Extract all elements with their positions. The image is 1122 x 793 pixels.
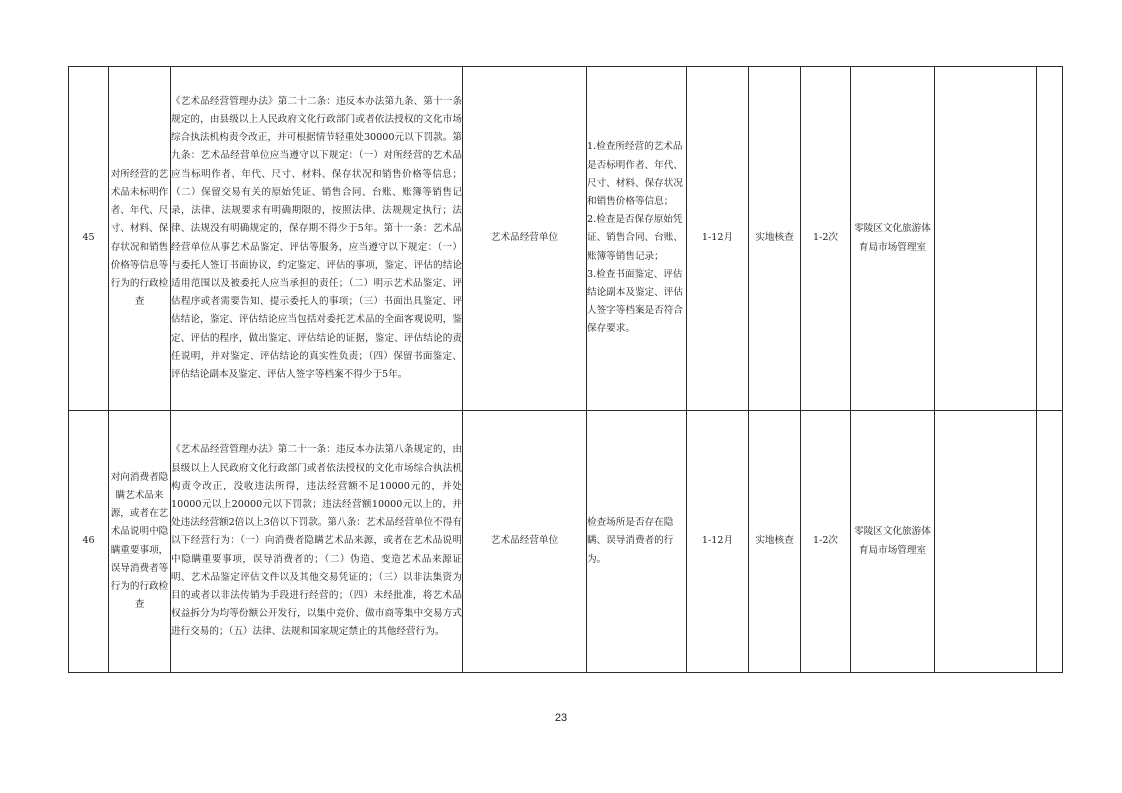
legal-basis: 《艺术品经营管理办法》第二十二条：违反本办法第九条、第十一条规定的，由县级以上人民政府文化行政部门或者依法授权的文化市场综合执法机构责令改正，并可根据情节轻重处30000元以下罚款。第九条：艺术品经营单位应当遵守以下规定：（一）对所经营的艺术品应当标明作者、年代、尺寸、材料、保存状况和销售价格等信息；（二）保留交易有关的原始凭证、销售合同、台账、账簿等销售记录，法律、法规要求有明确期限的，按照法律、法规规定执行；法律、法规没有明确规定的，保存期不得少于5年。第十一条：艺术品经营单位从事艺术品鉴定、评估等服务，应当遵守以下规定：（一）与委托人签订书面协议，约定鉴定、评估的事项，鉴定、评估的结论适用范围以及被委托人应当承担的责任；（二）明示艺术品鉴定、评估程序或者需要告知、提示委托人的事项；（三）书面出具鉴定、评估结论，鉴定、评估结论应当包括对委托艺术品的全面客观说明，鉴定、评估的程序，做出鉴定、评估结论的证据，鉴定、评估结论的责任说明，并对鉴定、评估结论的真实性负责；（四）保留书面鉴定、评估结论副本及鉴定、评估人签字等档案不得少于5年。 <box>171 67 463 411</box>
inspection-content: 检查场所是否存在隐瞒、误导消费者的行为。 <box>587 411 687 673</box>
inspection-item: 对向消费者隐瞒艺术品来源，或者在艺术品说明中隐瞒重要事项，误导消费者等行为的行政检查 <box>109 411 171 673</box>
inspection-method: 实地核查 <box>749 67 801 411</box>
page-number: 23 <box>554 712 568 724</box>
inspection-method: 实地核查 <box>749 411 801 673</box>
inspection-frequency: 1-2次 <box>801 411 851 673</box>
empty-cell <box>1037 411 1063 673</box>
row-number: 45 <box>69 67 109 411</box>
table-row <box>69 411 1063 673</box>
row-number: 46 <box>69 411 109 673</box>
inspection-content: 1.检查所经营的艺术品是否标明作者、年代、尺寸、材料、保存状况和销售价格等信息； 2.检查是否保存原始凭证、销售合同、台账、账簿等销售记录； 3.检查书面鉴定、评估结论副本及鉴定、评估人签字等档案是否符合保存要求。 <box>587 67 687 411</box>
empty-cell <box>935 411 1037 673</box>
empty-cell <box>1037 67 1063 411</box>
empty-cell <box>935 67 1037 411</box>
inspection-time: 1-12月 <box>687 67 749 411</box>
responsible-department: 零陵区文化旅游体育局市场管理室 <box>851 411 935 673</box>
responsible-department: 零陵区文化旅游体育局市场管理室 <box>851 67 935 411</box>
inspection-item: 对所经营的艺术品未标明作者、年代、尺寸、材料、保存状况和销售价格等信息等行为的行政检查 <box>109 67 171 411</box>
inspection-object: 艺术品经营单位 <box>463 67 587 411</box>
legal-basis: 《艺术品经营管理办法》第二十一条：违反本办法第八条规定的，由县级以上人民政府文化行政部门或者依法授权的文化市场综合执法机构责令改正，没收违法所得，违法经营额不足10000元的，并处10000元以上20000元以下罚款；违法经营额10000元以上的，并处违法经营额2倍以上3倍以下罚款。第八条：艺术品经营单位不得有以下经营行为：（一）向消费者隐瞒艺术品来源，或者在艺术品说明中隐瞒重要事项，误导消费者的；（二）伪造、变造艺术品来源证明、艺术品鉴定评估文件以及其他交易凭证的；（三）以非法集资为目的或者以非法传销为手段进行经营的；（四）未经批准，将艺术品权益拆分为均等份额公开发行，以集中竞价、做市商等集中交易方式进行交易的；（五）法律、法规和国家规定禁止的其他经营行为。 <box>171 411 463 673</box>
inspection-frequency: 1-2次 <box>801 67 851 411</box>
table-row <box>69 67 1063 411</box>
inspection-time: 1-12月 <box>687 411 749 673</box>
inspection-object: 艺术品经营单位 <box>463 411 587 673</box>
inspection-table <box>68 66 1063 673</box>
